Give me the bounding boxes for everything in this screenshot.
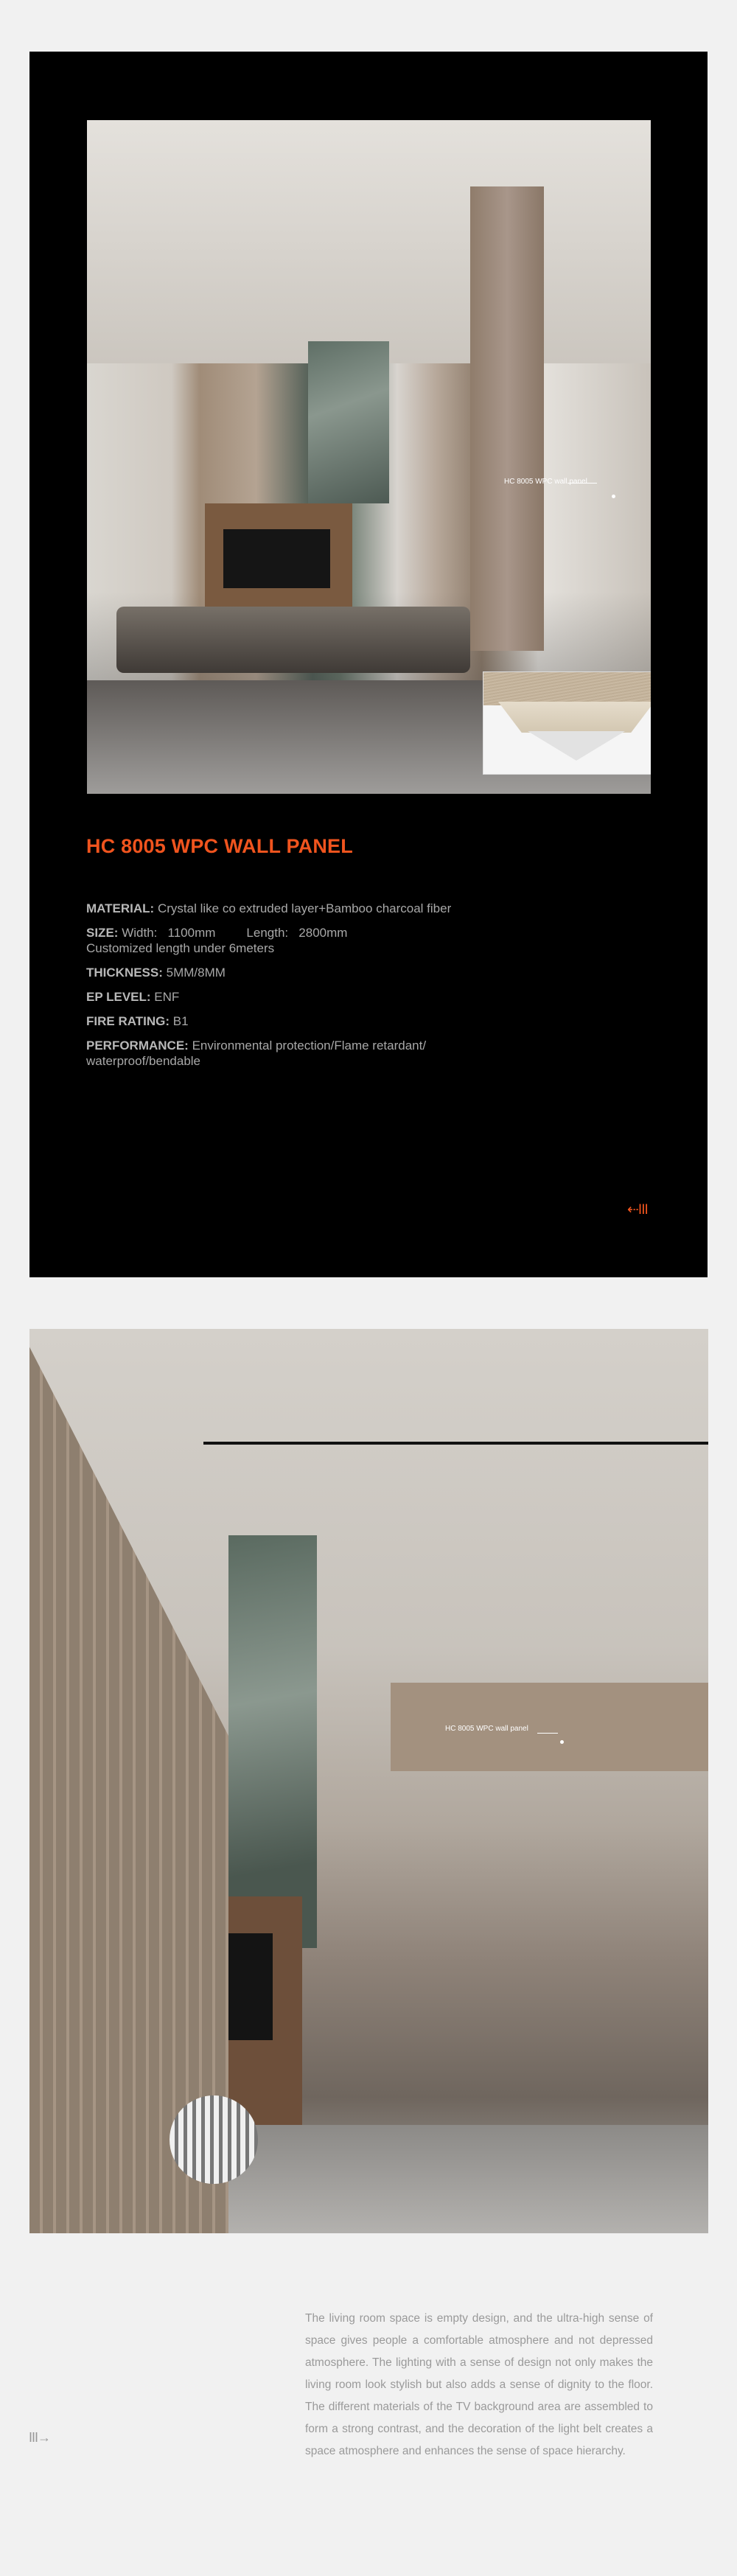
marble-wall bbox=[308, 341, 389, 503]
marble-wall bbox=[228, 1535, 317, 1948]
scene-description: The living room space is empty design, and the ultra-high sense of space gives people a comfortable atmosphere and not depressed atmosphere. The lighting with a sense of design not only makes the living room look stylish but also adds a sense of dignity to the floor. The different materials of the TV background area are assembled to form a strong contrast, and the decoration of the light belt creates a space atmosphere and enhances the sense of space hierarchy. bbox=[305, 2311, 653, 2457]
scene-callout-leader-line bbox=[537, 1733, 558, 1734]
spec-ep-level: EP LEVEL: ENF bbox=[86, 990, 180, 1004]
scene-callout-label: HC 8005 WPC wall panel bbox=[445, 1725, 528, 1733]
scene-callout-dot bbox=[560, 1740, 564, 1744]
living-room-photo bbox=[87, 120, 651, 794]
next-arrow-icon[interactable]: III→ bbox=[29, 2430, 51, 2445]
spec-material: MATERIAL: Crystal like co extruded layer+Bamboo charcoal fiber bbox=[86, 901, 452, 915]
swatch-core-layer bbox=[498, 702, 651, 733]
callout-dot bbox=[612, 495, 615, 498]
spec-performance: PERFORMANCE: Environmental protection/Flame retardant/ waterproof/bendable bbox=[86, 1039, 427, 1068]
ceiling-track-light bbox=[203, 1442, 708, 1445]
spec-fire-rating: FIRE RATING: B1 bbox=[86, 1014, 189, 1028]
upper-wpc-wall bbox=[391, 1683, 708, 1771]
spec-size: SIZE: Width: 1100mm Length: 2800mm Customized length under 6meters bbox=[86, 926, 348, 955]
panel-callout-label: HC 8005 WPC wall panel bbox=[504, 478, 587, 486]
sofa bbox=[116, 607, 470, 673]
television bbox=[223, 529, 330, 588]
wpc-wall-panel-column bbox=[470, 186, 544, 651]
product-title: HC 8005 WPC WALL PANEL bbox=[86, 835, 353, 857]
product-card bbox=[29, 52, 708, 1277]
striped-ottoman bbox=[170, 2095, 258, 2184]
spec-thickness: THICKNESS: 5MM/8MM bbox=[86, 966, 226, 980]
swatch-surface-layer bbox=[483, 672, 651, 705]
spec-list bbox=[86, 901, 646, 1078]
ceiling-with-chandelier bbox=[87, 120, 651, 363]
previous-arrow-icon[interactable]: ⇠III bbox=[627, 1202, 648, 1218]
callout-leader-line bbox=[567, 483, 597, 484]
swatch-bottom-layer bbox=[528, 731, 625, 761]
panel-cross-section-swatch bbox=[483, 671, 651, 775]
living-room-scene-photo bbox=[29, 1329, 708, 2233]
